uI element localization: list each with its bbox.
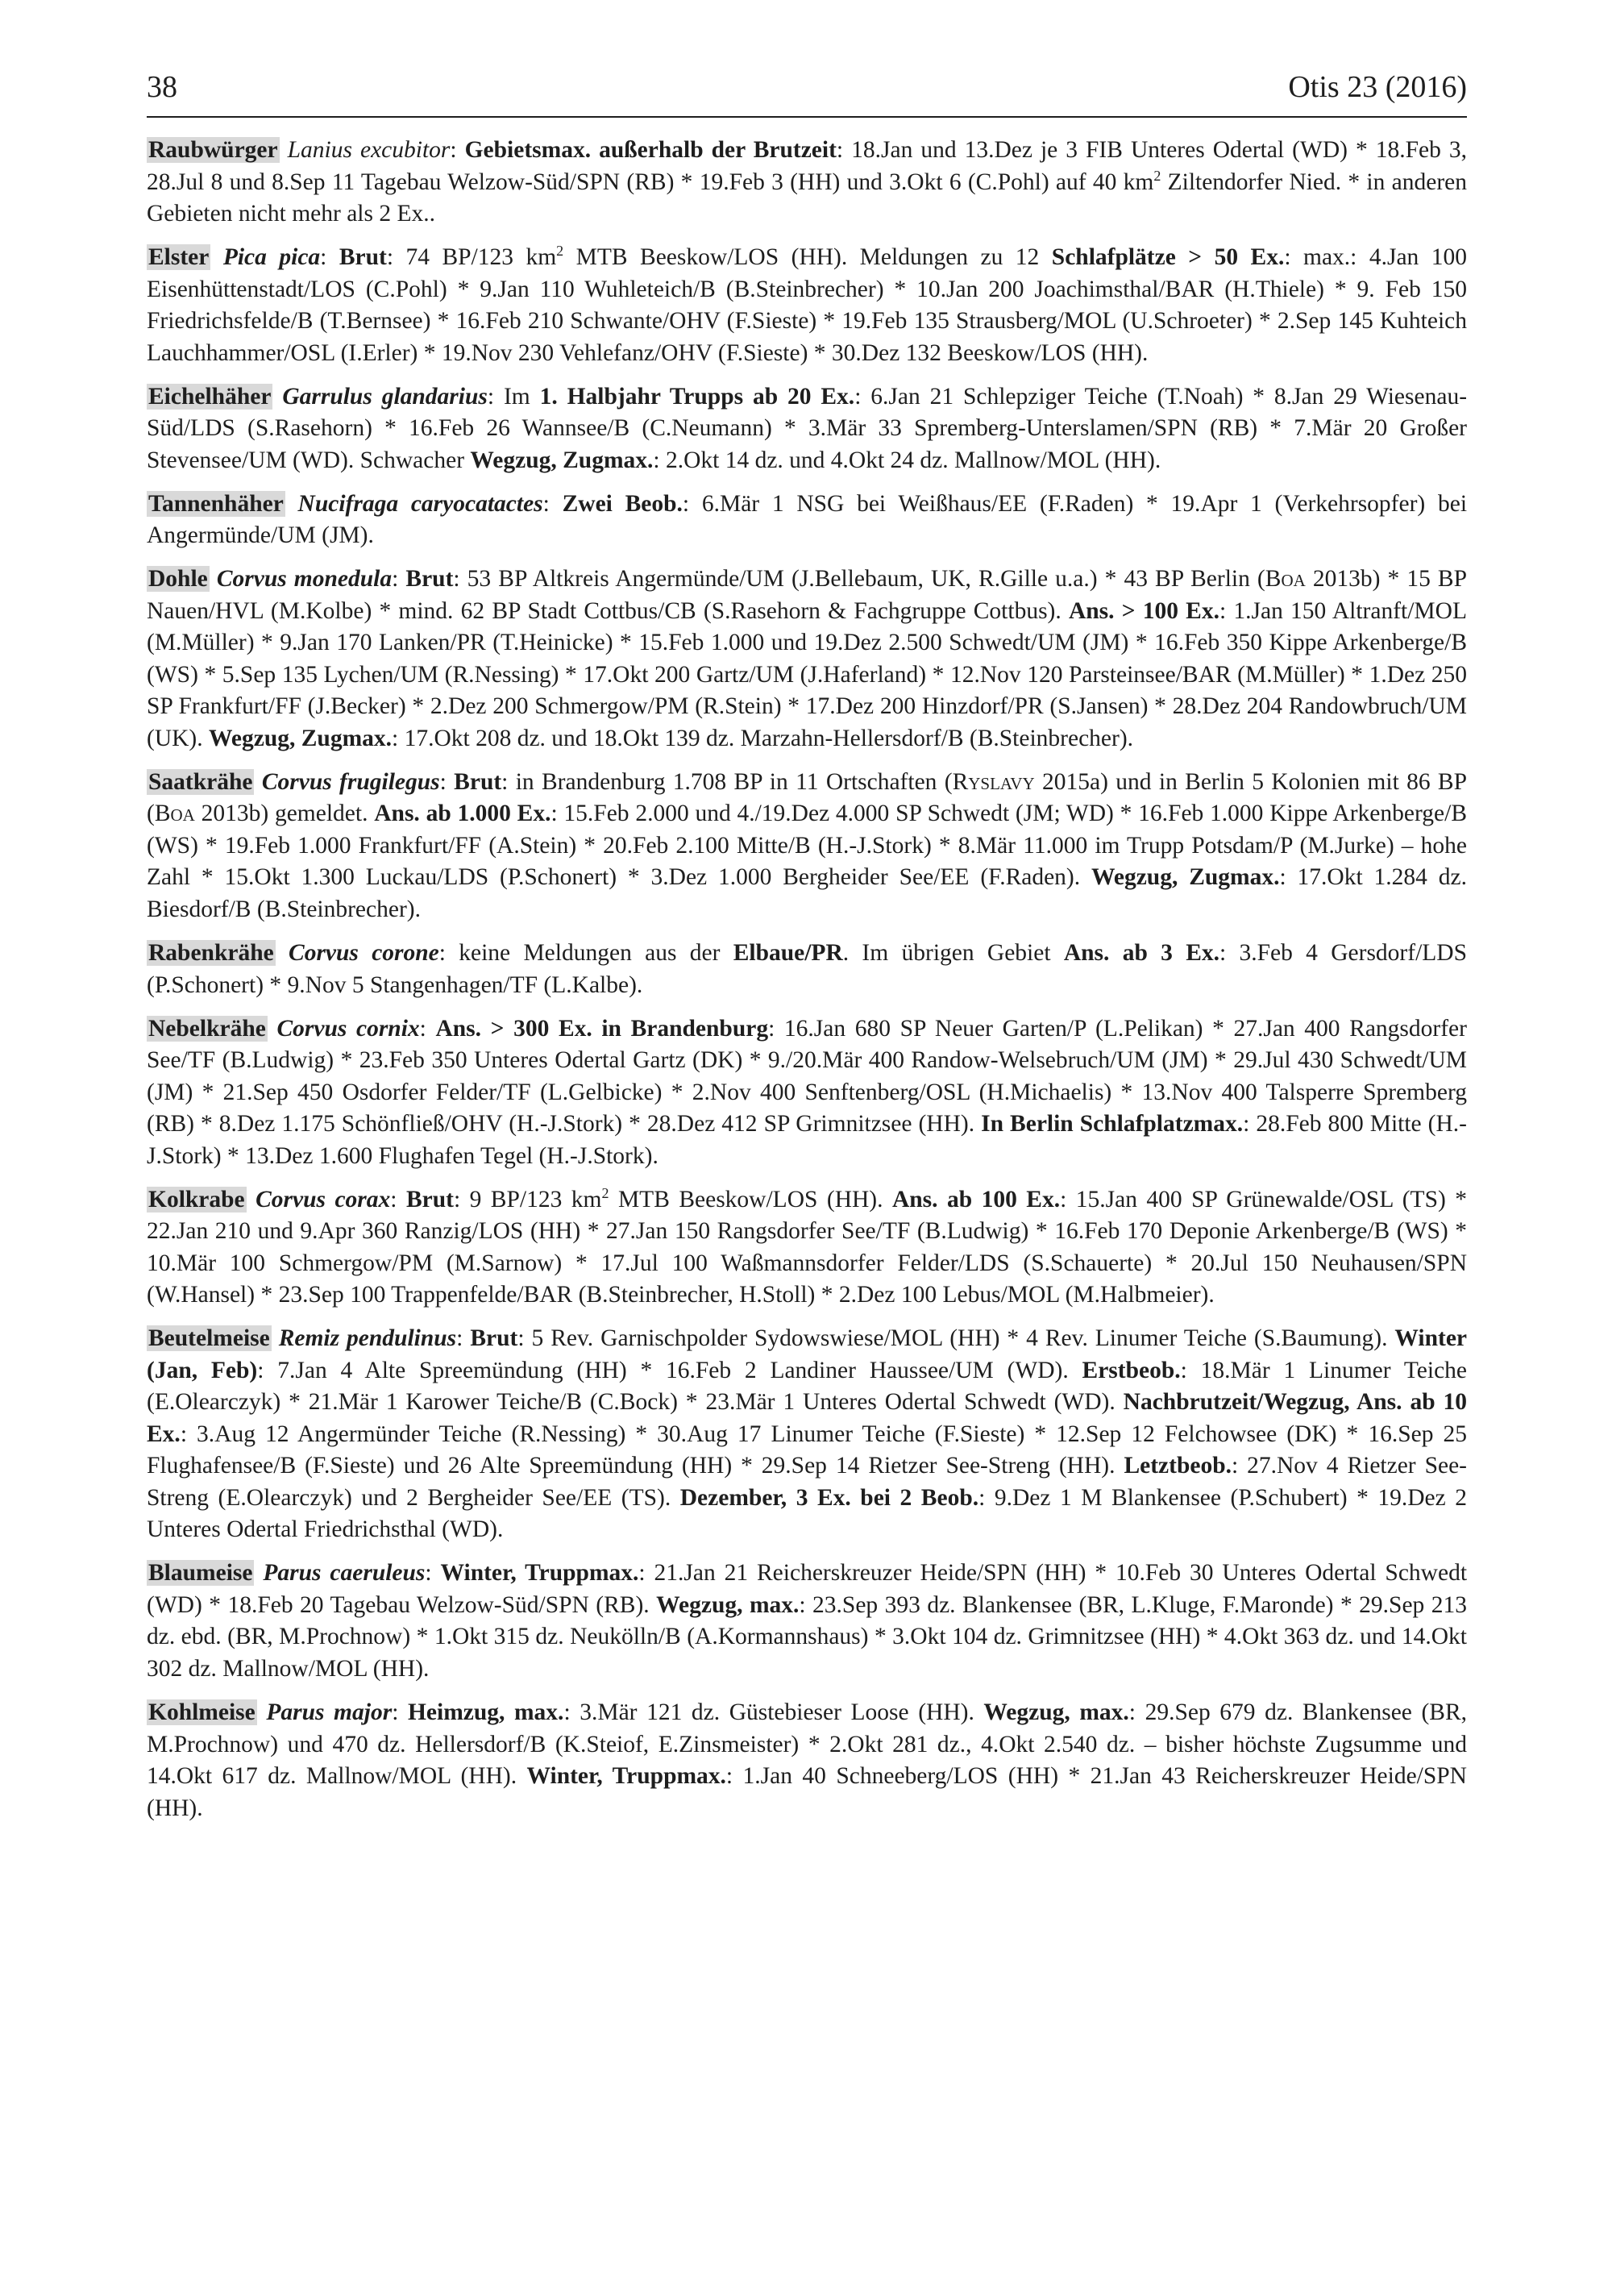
entry-text: : — [419, 1015, 436, 1042]
entry-text: : 17.Okt 208 dz. und 18.Okt 139 dz. Marzahn-Hellersdorf/B (B.Steinbrecher). — [392, 725, 1134, 751]
entry-text: : 27.Nov 4 Rietzer See-Streng (E.Olearczyk) und 2 Bergheider See/EE (TS). — [147, 1453, 1467, 1511]
entry-text: : — [392, 1699, 408, 1726]
entry-tannenhaeher — [147, 489, 1467, 552]
bold-label: 1. Halbjahr Trupps ab 20 Ex. — [539, 383, 855, 410]
entry-text: . Im übrigen Gebiet — [842, 940, 1064, 967]
bold-label: Wegzug, Zugmax. — [470, 447, 654, 473]
entry-text — [276, 940, 289, 966]
bold-label: Letztbeob. — [1124, 1453, 1232, 1479]
bold-label: Winter (Jan, Feb) — [147, 1325, 1468, 1383]
entry-text — [285, 491, 298, 517]
entry-text — [272, 384, 282, 410]
entry-text: MTB Beeskow/LOS (HH). Meldungen zu 12 — [563, 244, 1052, 271]
bold-label: Heimzug, max. — [407, 1699, 564, 1726]
page-number: 38 — [147, 70, 177, 104]
entry-text: : max.: 4.Jan 100 Eisenhüttenstadt/LOS (C.Pohl) * 9.Jan 110 Wuhleteich/B (B.Steinbrecher) * 10.Jan 200 Joachimsthal/BAR (H.Thiele) * 9. Feb 150 Friedrichsfelde/B (T.Bernsee) * 16.Feb 210 Schwante/OHV (F.Sieste) * 19.Feb 135 Strausberg/MOL (U.Schroeter) * 2.Sep 145 Kuhteich Lauchhammer/OSL (I.Erler) * 19.Nov 230 Vehlefanz/OHV (F.Sieste) * 30.Dez 132 Beeskow/LOS (HH). — [147, 244, 1468, 366]
entry-text: : 16.Jan 680 SP Neuer Garten/P (L.Pelikan) * 27.Jan 400 Rangsdorfer See/TF (B.Ludwig) * 23.Feb 350 Unteres Odertal Gartz (DK) * 9./20.Mär 400 Randow-Welsebruch/UM (JM) * 29.Jul 430 Schwedt/UM (JM) * 21.Sep 450 Osdorfer Felder/TF (L.Gelbicke) * 2.Nov 400 Senftenberg/OSL (H.Michaelis) * 13.Nov 400 Talsperre Spremberg (RB) * 8.Dez 1.175 Schönfließ/OHV (H.-J.Stork) * 28.Dez 412 SP Grimnitzsee (HH). — [147, 1015, 1467, 1138]
entry-text: : 23.Sep 393 dz. Blankensee (BR, L.Kluge, F.Maronde) * 29.Sep 213 dz. ebd. (BR, M.Prochnow) * 1.Okt 315 dz. Neukölln/B (A.Kormannshaus) * 3.Okt 104 dz. Grimnitzsee (HH) * 4.Okt 363 dz. und 14.Okt 302 dz. Mallnow/MOL (HH). — [147, 1591, 1467, 1682]
citation-author: Boa — [154, 801, 195, 827]
entry-text: 2015a) und in Berlin 5 Kolonien mit 86 BP ( — [147, 768, 1468, 827]
entry-text: : — [456, 1325, 471, 1352]
entry-text: : 6.Mär 1 NSG bei Weißhaus/EE (F.Raden) * 19.Apr 1 (Verkehrsopfer) bei Angermünde/UM (JM). — [147, 490, 1468, 549]
bold-label: Schlafplätze > 50 Ex. — [1051, 244, 1285, 271]
entry-text: : keine Meldungen aus der — [438, 940, 733, 967]
scientific-name: Remiz pendulinus — [278, 1325, 457, 1352]
entry-text — [210, 566, 217, 592]
entry-text: : 7.Jan 4 Alte Spreemündung (HH) * 16.Feb 2 Landiner Haussee/UM (WD). — [257, 1357, 1082, 1383]
entry-text: 2013b) gemeldet. — [194, 801, 375, 827]
species-name: Raubwürger — [148, 137, 278, 163]
entry-text: : 15.Feb 2.000 und 4./19.Dez 4.000 SP Schwedt (JM; WD) * 16.Feb 1.000 Kippe Arkenberge/B (WS) * 19.Feb 1.000 Frankfurt/FF (A.Stein) * 20.Feb 2.100 Mitte/B (H.-J.Stork) * 8.Mär 11.000 im Trupp Potsdam/P (M.Jurke) – hohe Zahl * 15.Okt 1.300 Luckau/LDS (P.Schonert) * 3.Dez 1.000 Bergheider See/EE (F.Raden). — [147, 801, 1468, 891]
superscript: 2 — [556, 243, 564, 260]
bold-label: Brut — [454, 768, 502, 795]
species-name: Beutelmeise — [148, 1325, 270, 1352]
entry-raubwuerger — [147, 135, 1467, 231]
bold-label: Zwei Beob. — [562, 490, 683, 517]
entry-text: : Im — [487, 383, 540, 410]
entry-text: : — [390, 1186, 406, 1212]
citation-author: Boa — [1265, 566, 1306, 593]
entry-text — [247, 1187, 256, 1212]
entry-text: : 18.Jan und 13.Dez je 3 FIB Unteres Odertal (WD) * 18.Feb 3, 28.Jul 8 und 8.Sep 11 Tagebau Welzow-Süd/SPN (RB) * 19.Feb 3 (HH) und 3.Okt 6 (C.Pohl) auf 40 km — [147, 137, 1468, 195]
entry-text: : — [425, 1560, 441, 1587]
species-name: Tannenhäher — [148, 490, 284, 517]
entry-text: : — [542, 490, 563, 517]
species-name: Dohle — [148, 566, 208, 593]
entry-text: : 17.Okt 1.284 dz. Biesdorf/B (B.Steinbrecher). — [147, 864, 1468, 922]
journal-citation: Otis 23 (2016) — [1288, 70, 1467, 104]
entry-text: : 3.Mär 121 dz. Güstebieser Loose (HH). — [563, 1699, 984, 1726]
scientific-name: Parus major — [266, 1699, 393, 1726]
bold-label: Brut — [470, 1325, 518, 1352]
page-header — [147, 66, 1467, 118]
species-accounts — [147, 135, 1467, 1836]
entry-saatkraehe — [147, 767, 1467, 926]
bold-label: In Berlin Schlafplatzmax. — [981, 1111, 1244, 1138]
entry-text: Ziltendorfer Nied. * in anderen Gebieten nicht mehr als 2 Ex.. — [147, 168, 1467, 227]
entry-text: : 74 BP/123 km — [386, 244, 557, 271]
bold-label: Wegzug, max. — [656, 1591, 800, 1618]
entry-dohle — [147, 564, 1467, 755]
entry-rabenkraehe — [147, 938, 1467, 1001]
scientific-name: Nucifraga caryocatactes — [297, 490, 543, 517]
entry-text: : 21.Jan 21 Reicherskreuzer Heide/SPN (HH) * 10.Feb 30 Unteres Odertal Schwedt (WD) * 18.Feb 20 Tagebau Welzow-Süd/SPN (RB). — [147, 1560, 1468, 1618]
citation-author: Ryslavy — [952, 768, 1035, 795]
entry-text: : 29.Sep 679 dz. Blankensee (BR, M.Prochnow) und 470 dz. Hellersdorf/B (K.Steiof, E.Zinsmeister) * 2.Okt 281 dz., 4.Okt 2.540 dz. – bisher höchste Zugsumme und 14.Okt 617 dz. Mallnow/MOL (HH). — [147, 1699, 1468, 1790]
scientific-name: Lanius excubitor — [287, 137, 451, 163]
bold-label: Wegzug, max. — [983, 1699, 1129, 1726]
species-name: Eichelhäher — [148, 383, 272, 410]
entry-text: : 15.Jan 400 SP Grünewalde/OSL (TS) * 22.Jan 210 und 9.Apr 360 Ranzig/LOS (HH) * 27.Jan 150 Rangsdorfer See/TF (B.Ludwig) * 16.Feb 170 Deponie Arkenberge/B (WS) * 10.Mär 100 Schmergow/PM (M.Sarnow) * 17.Jul 100 Waßmannsdorfer Felder/LDS (S.Schauerte) * 20.Jul 150 Neuhausen/SPN (W.Hansel) * 23.Sep 100 Trappenfelde/BAR (B.Steinbrecher, H.Stoll) * 2.Dez 100 Lebus/MOL (M.Halbmeier). — [147, 1186, 1467, 1308]
species-name: Saatkrähe — [148, 768, 253, 795]
bold-label: Dezember, 3 Ex. bei 2 Beob. — [679, 1484, 979, 1511]
entry-kolkrabe — [147, 1184, 1467, 1312]
scientific-name: Parus caeruleus — [263, 1560, 426, 1587]
entry-kohlmeise — [147, 1697, 1467, 1824]
entry-text: : 3.Feb 4 Gersdorf/LDS (P.Schonert) * 9.Nov 5 Stangenhagen/TF (L.Kalbe). — [147, 940, 1467, 998]
entry-text: : 5 Rev. Garnischpolder Sydowswiese/MOL (HH) * 4 Rev. Linumer Teiche (S.Baumung). — [517, 1325, 1395, 1352]
entry-text — [210, 244, 222, 270]
entry-text: : — [392, 566, 406, 593]
species-name: Kohlmeise — [148, 1699, 256, 1726]
bold-label: Ans. > 100 Ex. — [1068, 597, 1219, 624]
species-name: Blaumeise — [148, 1560, 253, 1587]
bold-label: Erstbeob. — [1082, 1357, 1181, 1383]
scientific-name: Pica pica — [222, 244, 321, 271]
entry-text: : 1.Jan 40 Schneeberg/LOS (HH) * 21.Jan 43 Reicherskreuzer Heide/SPN (HH). — [147, 1763, 1467, 1821]
entry-text: 2013b) * 15 BP Nauen/HVL (M.Kolbe) * mind. 62 BP Stadt Cottbus/CB (S.Rasehorn & Fachgruppe Cottbus). — [147, 566, 1468, 624]
scientific-name: Corvus monedula — [216, 566, 393, 593]
scientific-name: Corvus cornix — [276, 1015, 420, 1042]
entry-text: : 2.Okt 14 dz. und 4.Okt 24 dz. Mallnow/MOL (HH). — [653, 447, 1161, 473]
entry-text: : 18.Mär 1 Linumer Teiche (E.Olearczyk) * 21.Mär 1 Karower Teiche/B (C.Bock) * 23.Mär 1 Unteres Odertal Schwedt (WD). — [147, 1357, 1468, 1416]
entry-beutelmeise — [147, 1323, 1467, 1546]
entry-text: : 28.Feb 800 Mitte (H.-J.Stork) * 13.Dez 1.600 Flughafen Tegel (H.-J.Stork). — [147, 1111, 1467, 1169]
entry-text — [254, 769, 261, 795]
scientific-name: Corvus corax — [256, 1186, 391, 1212]
species-name: Rabenkrähe — [148, 940, 274, 967]
entry-text: : 53 BP Altkreis Angermünde/UM (J.Bellebaum, UK, R.Gille u.a.) * 43 BP Berlin ( — [453, 566, 1265, 593]
bold-label: Ans. ab 100 Ex. — [891, 1186, 1061, 1212]
superscript: 2 — [1153, 167, 1161, 184]
entry-text — [254, 1560, 263, 1586]
entry-text: : 9 BP/123 km — [453, 1186, 602, 1212]
superscript: 2 — [601, 1184, 609, 1201]
entry-text — [280, 137, 288, 163]
entry-text: : — [450, 137, 465, 163]
entry-text: MTB Beeskow/LOS (HH). — [609, 1186, 892, 1212]
bold-label: Winter, Truppmax. — [440, 1560, 639, 1587]
entry-eichelhaeher — [147, 381, 1467, 477]
entry-blaumeise — [147, 1558, 1467, 1685]
entry-text: : 1.Jan 150 Altranft/MOL (M.Müller) * 9.Jan 170 Lanken/PR (T.Heinicke) * 15.Feb 1.000 und 19.Dez 2.500 Schwedt/UM (JM) * 16.Feb 350 Kippe Arkenberge/B (WS) * 5.Sep 135 Lychen/UM (R.Nessing) * 17.Okt 200 Gartz/UM (J.Haferland) * 12.Nov 120 Parsteinsee/BAR (M.Müller) * 1.Dez 250 SP Frankfurt/FF (J.Becker) * 2.Dez 200 Schmergow/PM (R.Stein) * 17.Dez 200 Hinzdorf/PR (S.Jansen) * 28.Dez 204 Randowbruch/UM (UK). — [147, 597, 1467, 751]
bold-label: Elbaue/PR — [733, 940, 843, 967]
scientific-name: Corvus frugilegus — [261, 768, 440, 795]
entry-text: : 6.Jan 21 Schlepziger Teiche (T.Noah) * 8.Jan 29 Wiesenau-Süd/LDS (S.Rasehorn) * 16.Feb 26 Wannsee/B (C.Neumann) * 3.Mär 33 Spremberg-Unterslamen/SPN (RB) * 7.Mär 20 Großer Stevensee/UM (WD). Schwacher — [147, 383, 1468, 473]
entry-text: : — [439, 768, 455, 795]
entry-text: : 9.Dez 1 M Blankensee (P.Schubert) * 19.Dez 2 Unteres Odertal Friedrichsthal (WD). — [147, 1484, 1467, 1543]
entry-elster — [147, 242, 1467, 369]
bold-label: Wegzug, Zugmax. — [1091, 864, 1280, 891]
entry-text: : in Brandenburg 1.708 BP in 11 Ortschaften ( — [501, 768, 953, 795]
species-name: Kolkrabe — [148, 1186, 245, 1212]
bold-label: Winter, Truppmax. — [526, 1763, 726, 1790]
scientific-name: Garrulus glandarius — [282, 383, 488, 410]
bold-label: Gebietsmax. außerhalb der Brutzeit — [464, 137, 837, 163]
scientific-name: Corvus corone — [289, 940, 439, 967]
bold-label: Brut — [405, 1186, 454, 1212]
bold-label: Wegzug, Zugmax. — [209, 725, 393, 751]
species-name: Elster — [148, 244, 210, 271]
bold-label: Brut — [339, 244, 387, 271]
entry-text — [257, 1699, 267, 1725]
entry-text: : 3.Aug 12 Angermünder Teiche (R.Nessing) * 30.Aug 17 Linumer Teiche (F.Sieste) * 12.Sep 12 Felchowsee (DK) * 16.Sep 25 Flughafensee/B (F.Sieste) und 26 Alte Spreemündung (HH) * 29.Sep 14 Rietzer See-Streng (HH). — [147, 1420, 1467, 1479]
bold-label: Ans. ab 1.000 Ex. — [374, 801, 551, 827]
bold-label: Brut — [405, 566, 454, 593]
entry-nebelkraehe — [147, 1013, 1467, 1173]
bold-label: Ans. > 300 Ex. in Brandenburg — [435, 1015, 769, 1042]
entry-text — [272, 1325, 279, 1351]
entry-text — [268, 1016, 277, 1042]
species-name: Nebelkrähe — [148, 1015, 266, 1042]
bold-label: Ans. ab 3 Ex. — [1063, 940, 1220, 967]
entry-text: : — [320, 244, 339, 271]
bold-label: Nachbrutzeit/Wegzug, Ans. ab 10 Ex. — [147, 1389, 1468, 1447]
